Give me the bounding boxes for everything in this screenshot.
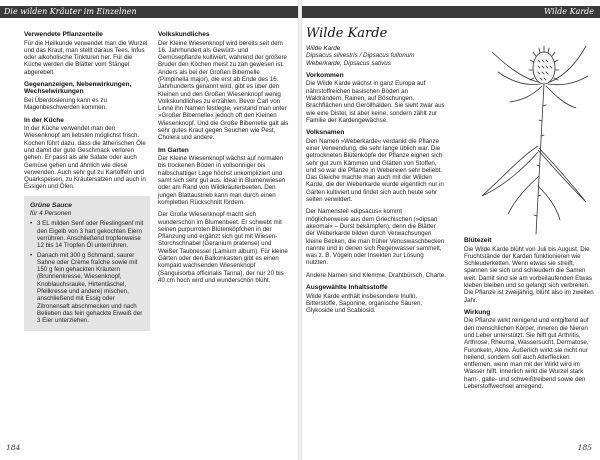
section-heading: Gegenanzeigen, Nebenwirkungen, Wechselwirkungen: [24, 80, 132, 96]
section-heading: Volkskundliches: [158, 31, 210, 38]
section-body: In der Küche verwendet man den Wiesenknopf am liebsten möglichst frisch. Kochen führt dazu, dass die ätherischen Öle und damit der gute Geschmack verloren gehen. Er passt als alle Salate oder auch Gemüse gehen und ähnlich wie diese verwenden. Auch sehr gut zu Kartoffeln und Quarkspeisen, zu Kräutersalzen und auch in Essigen und Ölen.: [24, 125, 146, 191]
page-number: 185: [577, 443, 592, 452]
section-body: Die Wilde Karde wächst in ganz Europa auf nährstoffreichen basischen Böden an Waldrändern, Rainen, auf Böschungen, Brachflächen und Geröllhalden. Sie sieht zwar aus wie eine Distel, ist aber keine, sondern zählt zur Familie der Kardengewächse.: [306, 80, 445, 124]
page-number: 184: [6, 443, 21, 452]
right-column-2: [464, 232, 594, 395]
plant-title: Wilde Karde: [306, 26, 388, 41]
section-heading: In der Küche: [24, 116, 64, 124]
section-body: Bei Überdosierung kann es zu Magenbeschwerden kommen.: [24, 96, 107, 112]
recipe-step: • Danach mit 300 g Schmand, saurer Sahne oder Crème fraîche sowie mit 150 g fein gehackten Kräutern (Brunnenkresse, Wiesenknopf, Knoblauchsrauke, Hirtentäschel, Pfeilkresse und andere) mischen, anschließend mit Essig oder Zitronensaft abschmecken und nach Belieben das fein gehackte Eiweiß der 3 Eier unterziehen.: [30, 252, 145, 325]
section-heading: Wirkung: [464, 308, 491, 316]
section-heading: Blütezeit: [464, 237, 492, 244]
recipe-subtitle: für 4 Personen: [30, 210, 72, 218]
left-column-1: [24, 26, 150, 331]
section-heading: Ausgewählte Inhaltsstoffe: [306, 284, 388, 292]
section-body: Wilde Karde enthält insbesondere Inulin, Bitterstoffe, Saponine, organische Säuren, Glykoside und Scabiosid.: [306, 292, 423, 315]
recipe-steps: [30, 220, 145, 324]
latin-name: Weberkarde, Dipsacus sativus: [306, 59, 391, 67]
latin-names: [306, 45, 446, 67]
section-body: Andere Namen sind Klemme, Drahtbürsch, Charte.: [306, 271, 446, 279]
recipe-title: Grüne Sauce: [30, 201, 72, 209]
section-body: Für die Heilkunde verwendet man die Wurzel und das Kraut, man stellt daraus Tees, Infus oder alkoholische Tinkturen her. Für die Küche werden die Blätter vom Stängel abgerebelt.: [24, 39, 148, 76]
section-body: Den Namen »Weberkarde« verdankt die Pflanze einer Verwendung, die sehr lange üblich war. Die getrockneten Blütenköpfe der Pflanze eignen sich sehr gut zum Kämmen und Glätten von Stoffen, und so war die Pflanze in Webereien sehr beliebt. Das Gleiche machte man auch mit der Wilden Karde, die der Weberkarde wurde eigentlich nur in Gärten kultiviert und findet sich auch heute sehr selten verwildert.: [306, 137, 444, 204]
section-body: Die Wilde Karde blüht von Juli bis August. Die Fruchtstände der Karden funktionieren wie Schleuderketten. Wenn etwas sie streift, spannen sie sich und schleudern die Samen weit. Damit sind sie am vorbeilaufenden Etwas kleben bleiben und so gelangt sich verbreiten. Die Pflanze ist zweijährig, blüht also im zweiten Jahr.: [464, 245, 594, 304]
section-body: Der Kleine Wiesenknopf wächst auf normalen bis trockenen Böden in vollsonniger bis halbschattiger Lage höchst unkompliziert und samt sich sehr gut aus. Ideal in Blumenwiesen oder am Rand von Wildkräuterbeeten. Den jungen Blattaustrieb kann man durch einen kompletten Rückschnitt fördern.: [158, 155, 286, 206]
section-body: Der Kleine Wiesenknopf wird bereits seit dem 16. Jahrhundert als Gewürz- und Gemüsepflanze kultiviert, während der größere Bruder den Köchen meist zu zäh gewesen ist. Anders als bei der Großen Bibernelle (Pimpinella major), die erst ab Ende des 16. Jahrhunderts genannt wird, gibt es über den Kleinen und den Großen Wiesenknopf wenig Volkskundliches zu erzählen. Bevor Carl von Linné ihn Namen festlegte, verstand man unter »Großer Bibernelle« jedoch oft den Kleinen Wiesenknopf. Und die Große Bibernelle galt als sehr gutes Kraut gegen Seuchen wie Pest, Cholera und andere.: [158, 39, 289, 142]
left-page: [0, 0, 298, 460]
section-heading: Vorkommen: [306, 71, 344, 79]
section-body: Der Namensteil »dipsacus« kommt möglicherweise aus dem Griechischen (»dipsan akeomai« – Durst bekämpfen), denn die Blätter der Weberkarde bilden durch Verwachsungen kleine Becken, die man früher Venuswaschbecken nannte und in denen sich Regenwasser sammelt, was z. B. Vögeln oder Insekten zur Lösung nutzten.: [306, 208, 445, 267]
teasel-illustration: [452, 26, 598, 236]
right-page: [302, 0, 600, 460]
section-body: Der Große Wiesenknopf macht sich wunderschön im Blumenbeet. Er schwebt mit seinen purpurroten Blütenköpfchen in der Pflanzung und ergänzt sich gut mit Wiesen-Storchschnabel (Geranium pratense) und Weißer Taubnessel (Lamium album). Für kleine Gärten oder den Balkonkasten gibt es einen kompakt wachsenden Wiesenknopf (Sanguisorba officinalis Tanna), der nur 20 bis 40 cm hoch wird und wunderschön blüht.: [158, 211, 288, 284]
left-running-head: Die wilden Kräuter im Einzelnen: [0, 6, 298, 18]
section-heading: Verwendete Pflanzenteile: [24, 31, 103, 38]
latin-name: Dipsacus silvestris / Dipsacus fullonum: [306, 52, 415, 60]
left-column-2: [158, 26, 290, 289]
right-running-head: Wilde Karde: [302, 6, 600, 18]
recipe-step: • 3 EL milden Senf oder Rieslingsenf mit den Eigelb von 3 hart gekochten Eiern verrühren. Anschließend tropfenweise 12 bis 14 Tropfen Öl unterrühren.: [30, 220, 145, 249]
section-body: Die Pflanze wirkt reinigend und entgiftend auf den menschlichen Körper, inneren die Nieren und Leber unterstützt. Sie hilft gut Arthritis, Arthrose, Rheuma, Wassersucht, Dermatose, Furunkeln, Akne. Äußerlich wirkt sie nicht nur heilend, sondern soll auch Alterflecken entfernen, wenn man mit der Wirkt wird im Wasser hilft. Innerlich wirkt die Wurzel stark harn-, galle- und schweißtreibend sowie den Leberstoffwechsel anregend.: [464, 317, 589, 391]
section-heading: Im Garten: [158, 146, 189, 154]
latin-name: Wilde Karde: [306, 45, 341, 52]
section-heading: Volksnamen: [306, 129, 345, 137]
recipe-box: [24, 196, 150, 331]
right-column-1: [306, 26, 446, 319]
